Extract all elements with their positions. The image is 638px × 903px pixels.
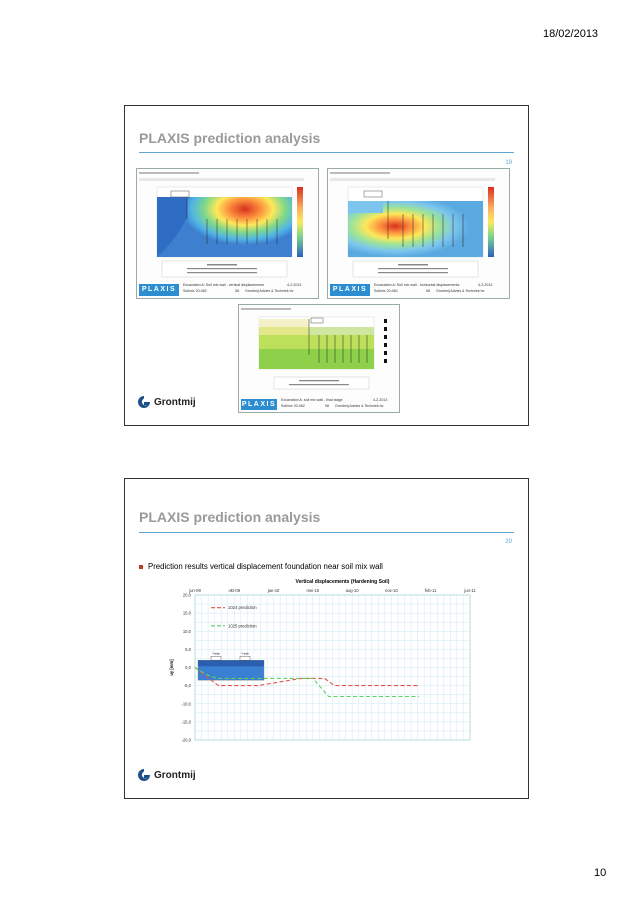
- x-tick-label: okt-09: [228, 588, 241, 593]
- bullet-square-icon: [139, 565, 143, 569]
- panel-company: Grontmij Advies & Techniek bv: [245, 289, 294, 293]
- series-point-1: [218, 685, 219, 686]
- panel-caption: Excavation A: Soil mix wall - vertical displacements: [183, 283, 265, 287]
- panel-date: 4-2-2013: [478, 283, 493, 287]
- title-divider: [139, 152, 514, 153]
- page-date: 18/02/2013: [543, 28, 599, 40]
- x-tick-label: nov-10: [385, 588, 398, 593]
- series-point-2: [375, 696, 376, 697]
- plaxis-logo: PLAXIS: [139, 284, 179, 296]
- legend-label: 1024 prediction: [228, 605, 257, 611]
- panel-project: Soilmix 20-062: [281, 404, 305, 408]
- y-tick-label: 0,0: [185, 665, 191, 670]
- chart-svg: [165, 575, 490, 750]
- vertical-displacement-contour: [137, 169, 319, 299]
- grontmij-mark-icon: [137, 395, 151, 409]
- plaxis-panel-mesh: [238, 304, 400, 413]
- series-point-2: [289, 678, 290, 679]
- grontmij-logo: [137, 768, 196, 782]
- series-point-1: [419, 685, 420, 686]
- slide-20: [124, 478, 529, 799]
- x-tick-label: jun-11: [464, 588, 476, 593]
- inset-foundation: [240, 656, 250, 660]
- panel-caption: Excavation A: Soil mix wall - horizontal displacements: [374, 283, 460, 287]
- series-point-1: [258, 685, 259, 686]
- y-tick-label: -15,0: [181, 719, 191, 725]
- series-point-1: [208, 678, 209, 679]
- panel-company: Grontmij Advies & Techniek bv: [436, 289, 485, 293]
- y-tick-label: 20,0: [182, 592, 191, 598]
- x-tick-label: jun-09: [189, 588, 201, 593]
- plaxis-logo: PLAXIS: [330, 284, 370, 296]
- x-tick-label: feb-11: [424, 588, 437, 593]
- series-point-1: [375, 685, 376, 686]
- series-point-2: [195, 667, 196, 668]
- series-point-2: [328, 696, 329, 697]
- series-point-2: [313, 678, 314, 679]
- y-tick-label: -20,0: [181, 737, 191, 743]
- panel-project: Soilmix 20-062: [183, 289, 207, 293]
- plaxis-logo: PLAXIS: [241, 401, 277, 408]
- page-number: 10: [594, 867, 607, 879]
- panel-caption: Excavation A: soil mix wall - final stage: [281, 398, 343, 402]
- slide-19: [124, 105, 529, 426]
- horizontal-displacement-contour: [328, 169, 510, 299]
- panel-number: 08: [325, 404, 329, 408]
- x-tick-label: mei-10: [306, 588, 320, 593]
- displacement-chart: [165, 575, 490, 750]
- grontmij-logo: [137, 395, 196, 409]
- inset-label: Y-side: [241, 651, 249, 656]
- slide-title: PLAXIS prediction analysis: [139, 130, 321, 146]
- deformed-mesh-plot: [239, 305, 400, 413]
- plaxis-panel-vertical: [136, 168, 319, 299]
- panel-company: Grontmij Advies & Techniek bv: [335, 404, 384, 408]
- logo-text: Grontmij: [154, 769, 196, 781]
- series-point-1: [324, 678, 325, 679]
- panel-date: 4-2-2013: [287, 283, 302, 287]
- inset-foundation: [211, 656, 221, 660]
- slide-title: PLAXIS prediction analysis: [139, 509, 321, 525]
- y-axis-label: uy [mm]: [169, 659, 174, 676]
- panel-project: Soilmix 20-062: [374, 289, 398, 293]
- series-point-2: [242, 678, 243, 679]
- panel-number: 08: [426, 289, 430, 293]
- series-point-2: [206, 674, 207, 675]
- logo-text: Grontmij: [154, 396, 196, 408]
- y-tick-label: -5,0: [183, 683, 191, 689]
- series-point-1: [301, 678, 302, 679]
- bullet-text: Prediction results vertical displacement foundation near soil mix wall: [148, 562, 383, 571]
- y-tick-label: -10,0: [181, 701, 191, 707]
- chart-title: Vertical displacements (Hardening Soil): [295, 579, 390, 585]
- slide-number: 20: [505, 539, 512, 545]
- y-tick-label: 15,0: [182, 610, 191, 616]
- y-tick-label: 10,0: [182, 628, 191, 634]
- series-point-2: [216, 678, 217, 679]
- grontmij-mark-icon: [137, 768, 151, 782]
- y-tick-label: 5,0: [185, 646, 191, 652]
- inset-label: Y-side: [212, 651, 220, 656]
- slide-number: 19: [505, 160, 512, 166]
- legend-label: 1025 prediction: [228, 623, 257, 629]
- x-tick-label: jan-10: [267, 588, 280, 593]
- series-point-1: [334, 685, 335, 686]
- panel-number: 08: [235, 289, 239, 293]
- panel-date: 4-2-2013: [373, 398, 388, 402]
- x-tick-label: aug-10: [345, 588, 359, 593]
- title-divider: [139, 532, 514, 533]
- bullet-item: [139, 562, 383, 571]
- inset-band: [198, 660, 264, 666]
- series-point-1: [238, 685, 239, 686]
- series-point-2: [419, 696, 420, 697]
- plaxis-panel-horizontal: [327, 168, 510, 299]
